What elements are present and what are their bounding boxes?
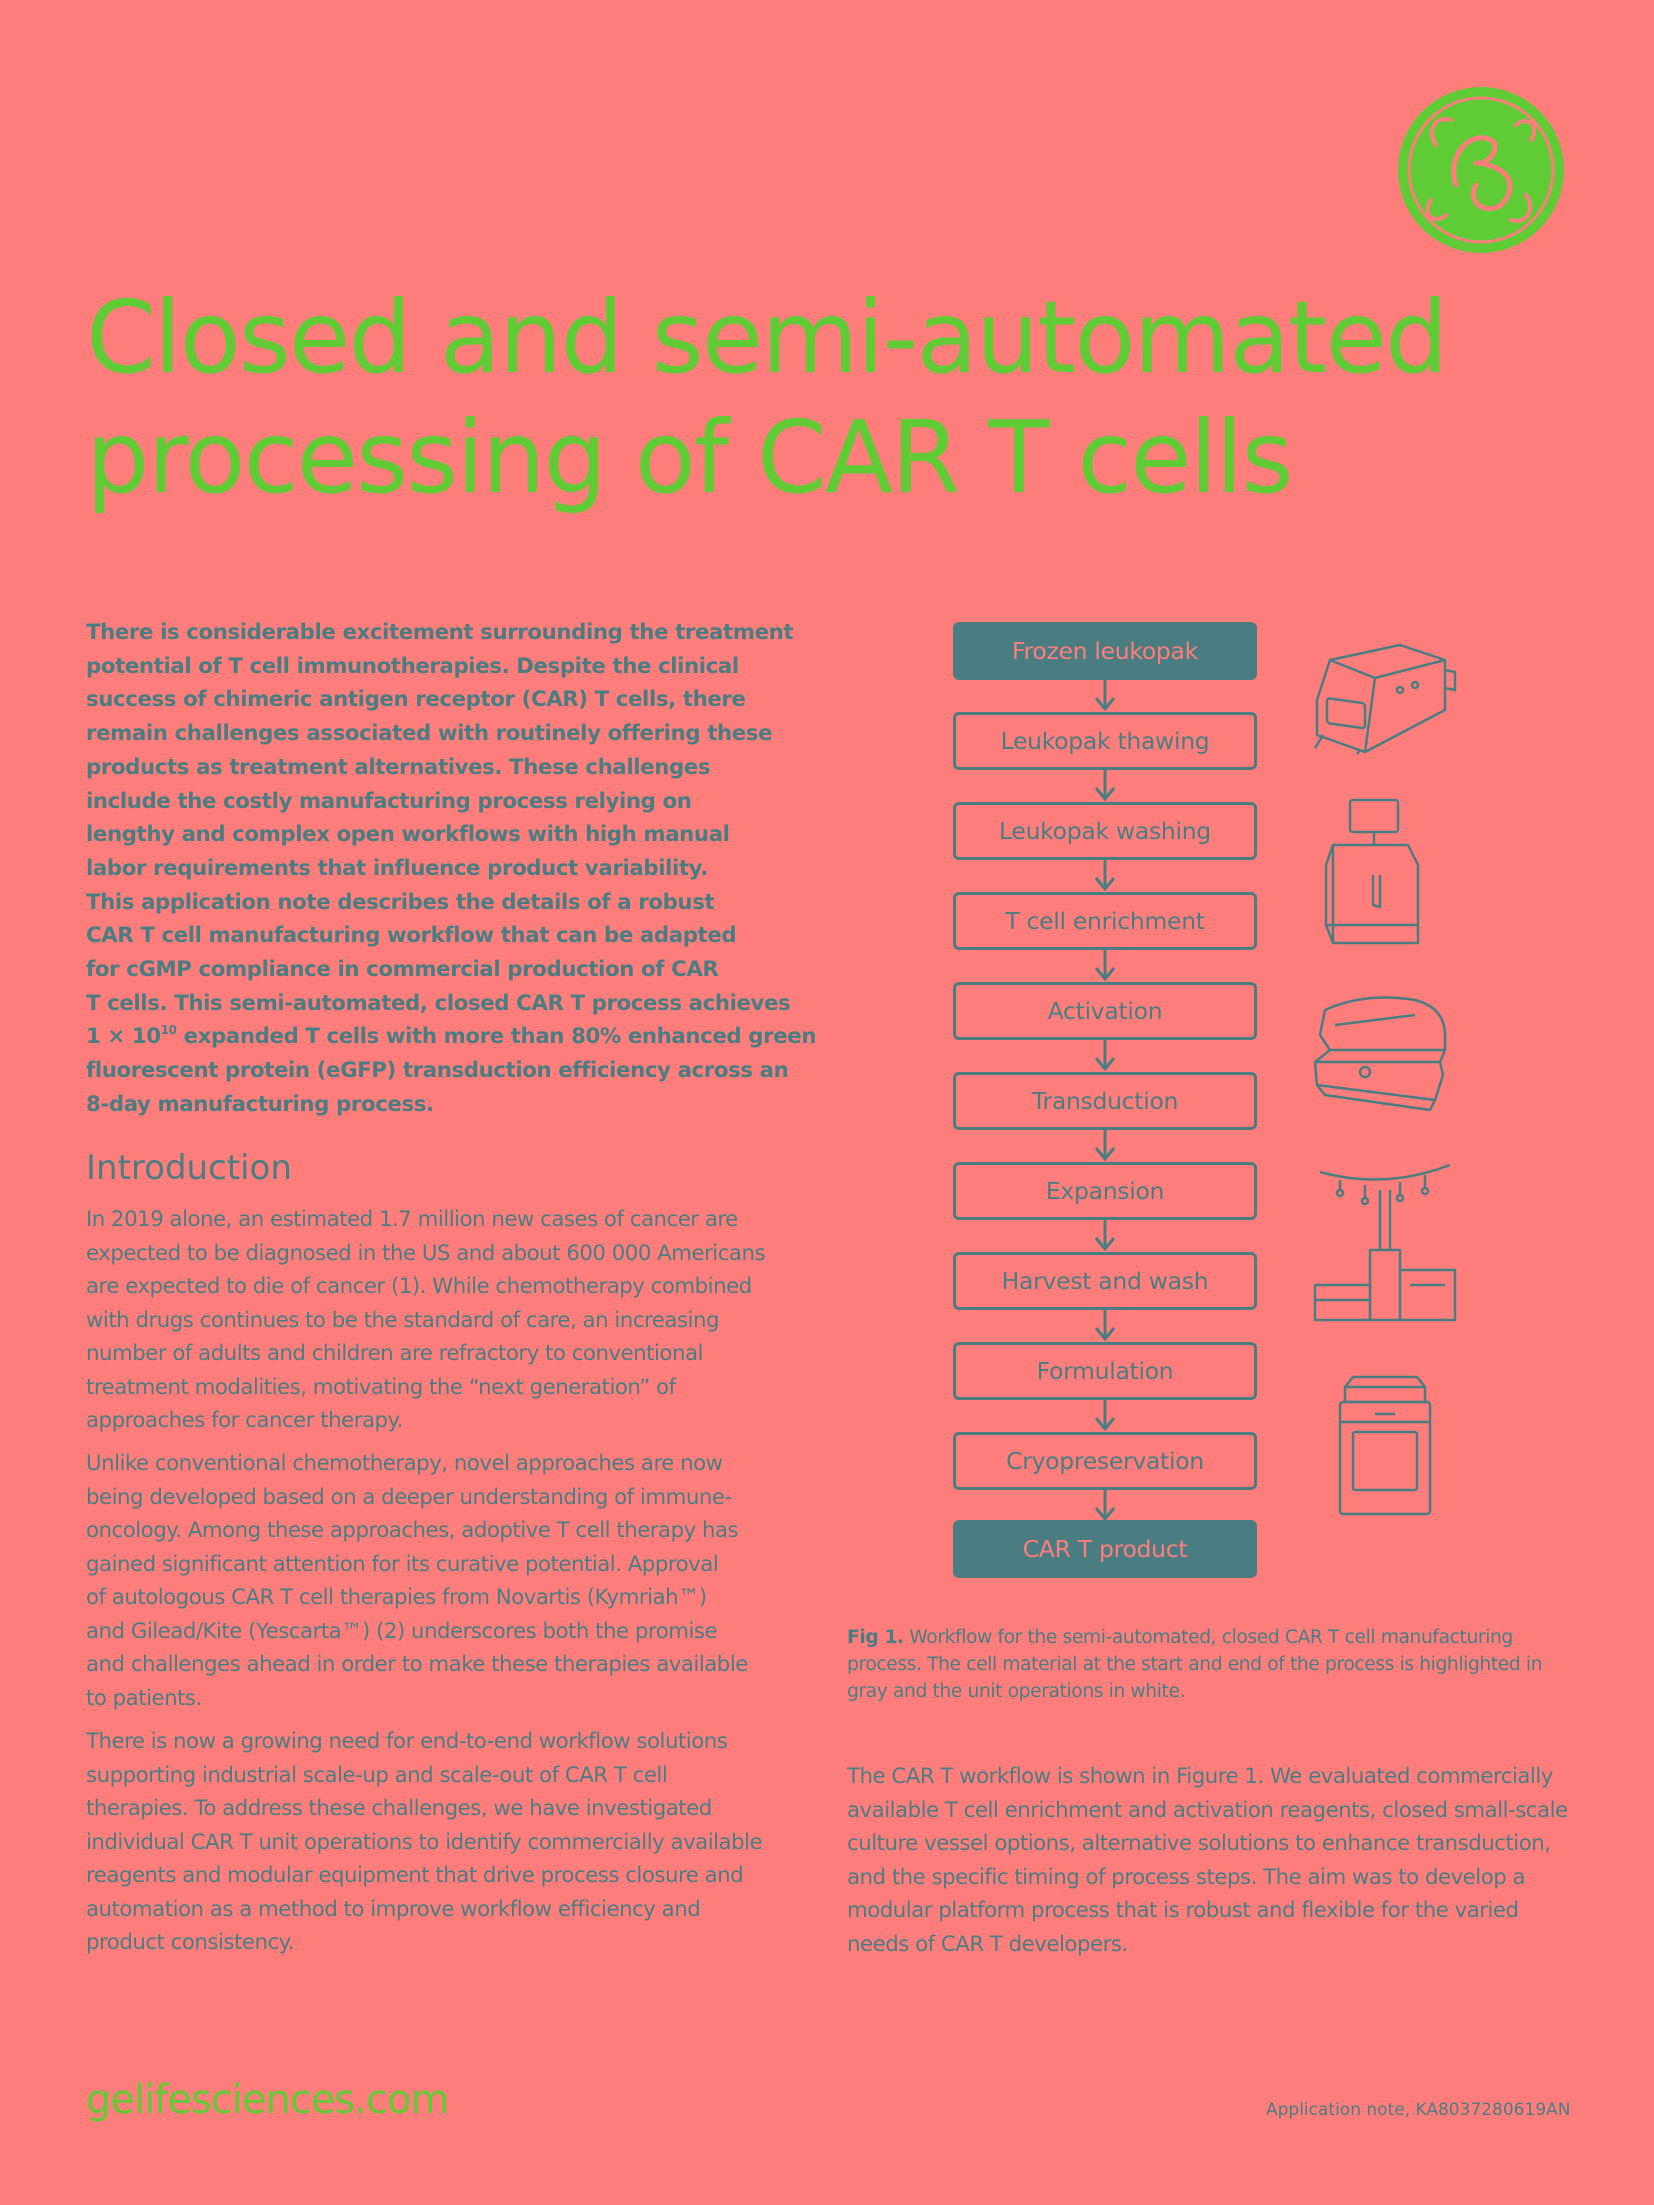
abstract-line: fluorescent protein (eGFP) transduction efficiency across an (86, 1058, 789, 1084)
paragraph-line: modular platform process that is robust and flexible for the varied (847, 1898, 1519, 1923)
paragraph-line: product consistency. (86, 1930, 295, 1955)
abstract-line: labor requirements that influence product variability. (86, 855, 708, 881)
abstract-line: remain challenges associated with routinely offering these (86, 721, 773, 747)
page-title (86, 278, 1536, 518)
paragraph-line: oncology. Among these approaches, adoptive T cell therapy has (86, 1518, 739, 1543)
paragraph-line: being developed based on a deeper understanding of immune- (86, 1484, 732, 1510)
flow-arrow (1093, 1130, 1117, 1162)
abstract-line: lengthy and complex open workflows with high manual (86, 822, 730, 848)
abstract-line: There is considerable excitement surrounding the treatment (86, 620, 794, 645)
flow-arrow (1093, 1490, 1117, 1522)
document-id: Application note, KA8037280619AN (1266, 2100, 1571, 2120)
abstract-line: success of chimeric antigen receptor (CAR) T cells, there (86, 687, 746, 713)
paragraph-line: therapies. To address these challenges, we have investigated (86, 1796, 712, 1821)
paragraph-line: and challenges ahead in order to make these therapies available (86, 1652, 748, 1677)
paragraph-line: treatment modalities, motivating the “next generation” of (86, 1374, 676, 1400)
flow-arrow (1093, 680, 1117, 712)
abstract-line: 8-day manufacturing process. (86, 1091, 434, 1117)
flow-arrow (1093, 770, 1117, 802)
paragraph-line: are expected to die of cancer (1). While chemotherapy combined (86, 1274, 752, 1299)
paragraph-line: of autologous CAR T cell therapies from Novartis (Kymriah™) (86, 1585, 707, 1610)
footer-website-link[interactable]: gelifesciences.com (86, 2077, 449, 2123)
paragraph-line: and the specific timing of process steps. The aim was to develop a (847, 1864, 1526, 1890)
paragraph-line: Unlike conventional chemotherapy, novel approaches are now (86, 1451, 723, 1476)
workflow-step-cryopreservation: Cryopreservation (953, 1432, 1257, 1490)
abstract-line-exponent (86, 1020, 821, 1054)
paragraph-line: expected to be diagnosed in the US and about 600 000 Americans (86, 1240, 766, 1266)
paragraph-line: number of adults and children are refractory to conventional (86, 1341, 703, 1366)
abstract-line: CAR T cell manufacturing workflow that can be adapted (86, 923, 737, 949)
flow-arrow (1093, 1400, 1117, 1432)
flow-arrow (1093, 950, 1117, 982)
workflow-step-leukopak-washing: Leukopak washing (953, 802, 1257, 860)
abstract (86, 616, 821, 1122)
abstract-text: expanded T cells with more than 80% enhanced green (176, 1024, 817, 1050)
fill-finish-system-illustration (1310, 1160, 1460, 1330)
figure-caption (847, 1624, 1567, 1705)
workflow-step-frozen-leukopak: Frozen leukopak (953, 622, 1257, 680)
section-heading-introduction: Introduction (86, 1148, 292, 1188)
abstract-line: include the costly manufacturing process relying on (86, 788, 692, 814)
caption-label: Fig 1. (847, 1627, 904, 1648)
flow-arrow (1093, 1310, 1117, 1342)
title-line: processing of CAR T cells (86, 399, 1292, 516)
workflow-step-t-cell-enrichment: T cell enrichment (953, 892, 1257, 950)
abstract-text: 1 × 10 (86, 1024, 161, 1050)
workflow-step-harvest-and-wash: Harvest and wash (953, 1252, 1257, 1310)
paragraph-line: reagents and modular equipment that drive process closure and (86, 1863, 744, 1888)
paragraph-line: gained significant attention for its curative potential. Approval (86, 1551, 719, 1577)
paragraph-line: and Gilead/Kite (Yescarta™) (2) underscores both the promise (86, 1618, 718, 1644)
abstract-line: products as treatment alternatives. These challenges (86, 754, 711, 780)
workflow-step-transduction: Transduction (953, 1072, 1257, 1130)
flow-arrow (1093, 1040, 1117, 1072)
intro-paragraph-3 (86, 1725, 821, 1960)
paragraph-line: needs of CAR T developers. (847, 1931, 1128, 1957)
abstract-line: potential of T cell immunotherapies. Despite the clinical (86, 653, 739, 679)
workflow-step-formulation: Formulation (953, 1342, 1257, 1400)
flow-arrow (1093, 1220, 1117, 1252)
paragraph-line: In 2019 alone, an estimated 1.7 million new cases of cancer are (86, 1207, 738, 1232)
controlled-rate-freezer-illustration (1335, 1372, 1435, 1520)
logo-text: GE (1479, 176, 1483, 178)
paragraph-line: automation as a method to improve workflow efficiency and (86, 1896, 701, 1922)
abstract-line: This application note describes the details of a robust (86, 889, 715, 915)
paragraph-line: There is now a growing need for end-to-end workflow solutions (86, 1729, 728, 1754)
paragraph-line: with drugs continues to be the standard of care, an increasing (86, 1307, 719, 1333)
flow-arrow (1093, 860, 1117, 892)
rocking-bioreactor-illustration (1305, 990, 1455, 1115)
workflow-step-leukopak-thawing: Leukopak thawing (953, 712, 1257, 770)
abstract-superscript: 10 (160, 1023, 177, 1038)
intro-paragraph-1 (86, 1203, 821, 1438)
workflow-step-car-t-product: CAR T product (953, 1520, 1257, 1578)
workflow-description-paragraph (847, 1760, 1567, 1961)
paragraph-line: individual CAR T unit operations to identify commercially available (86, 1829, 763, 1855)
paragraph-line: available T cell enrichment and activation reagents, closed small-scale (847, 1797, 1568, 1823)
thawing-instrument-illustration (1305, 640, 1460, 755)
paragraph-line: approaches for cancer therapy. (86, 1408, 403, 1433)
caption-line: gray and the unit operations in white. (847, 1681, 1186, 1702)
workflow-step-expansion: Expansion (953, 1162, 1257, 1220)
intro-paragraph-2 (86, 1447, 821, 1715)
paragraph-line: The CAR T workflow is shown in Figure 1. We evaluated commercially (847, 1764, 1553, 1789)
caption-line: process. The cell material at the start and end of the process is highlighted in (847, 1654, 1543, 1675)
paragraph-line: to patients. (86, 1685, 202, 1711)
ge-logo (1396, 85, 1566, 255)
paragraph-line: supporting industrial scale-up and scale-out of CAR T cell (86, 1762, 668, 1788)
workflow-diagram (953, 622, 1257, 1577)
cell-processing-system-illustration (1318, 795, 1428, 955)
abstract-line: T cells. This semi-automated, closed CAR T process achieves (86, 990, 791, 1016)
title-line: Closed and semi-automated (86, 279, 1447, 396)
paragraph-line: culture vessel options, alternative solutions to enhance transduction, (847, 1831, 1551, 1856)
workflow-step-activation: Activation (953, 982, 1257, 1040)
caption-line (847, 1624, 1567, 1651)
caption-text: Workflow for the semi-automated, closed CAR T cell manufacturing (903, 1627, 1513, 1648)
abstract-line: for cGMP compliance in commercial production of CAR (86, 957, 719, 983)
